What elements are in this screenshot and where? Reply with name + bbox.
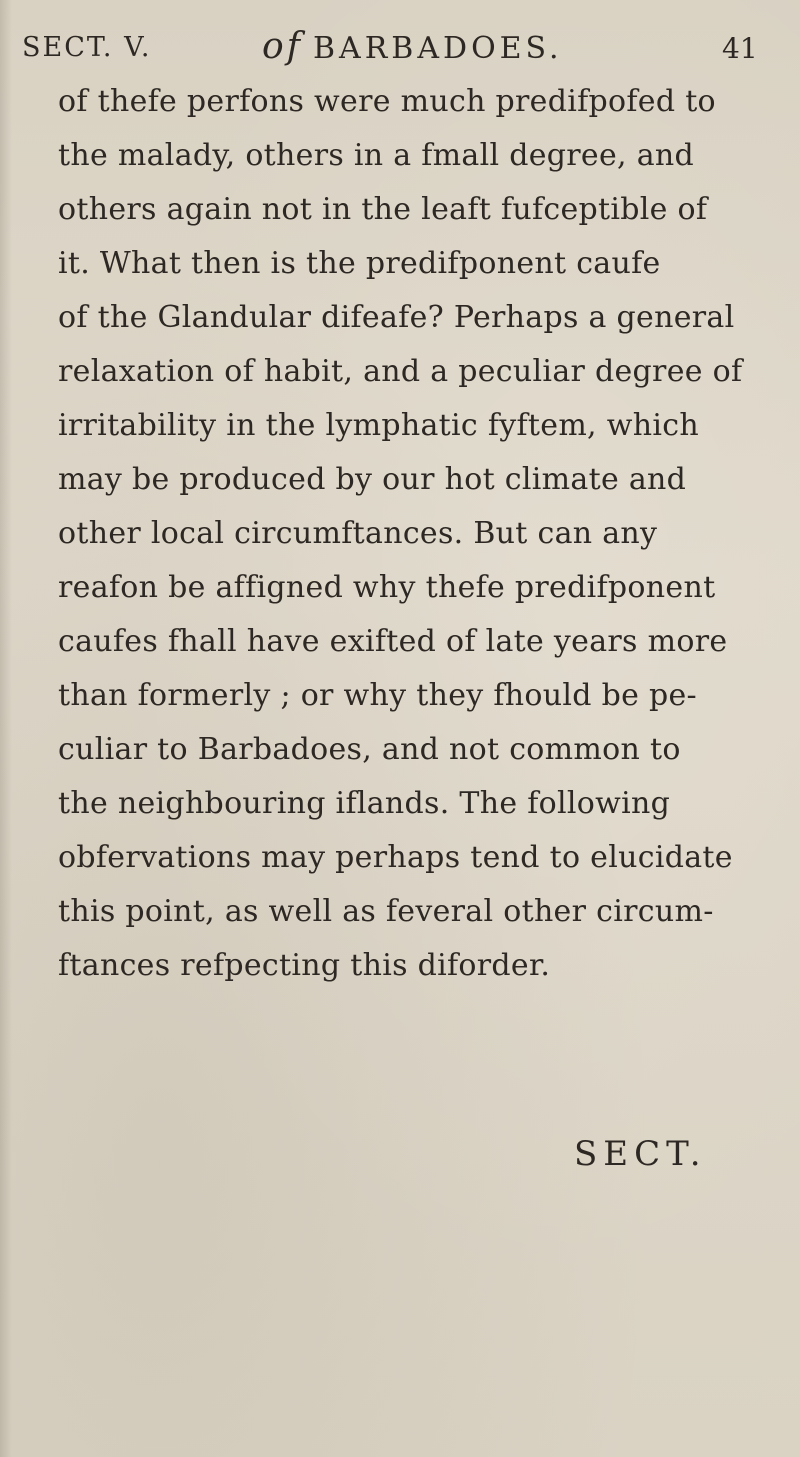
text-line: the malady, others in a fmall degree, and <box>58 138 695 173</box>
text-line: reafon be affigned why thefe predifponent <box>58 570 716 605</box>
text-line: of thefe perfons were much predifpofed to <box>58 84 716 119</box>
text-line: this point, as well as feveral other circum- <box>58 894 714 929</box>
text-line: caufes fhall have exifted of late years more <box>58 624 728 659</box>
running-title-of: of <box>262 26 303 67</box>
text-line: than formerly ; or why they fhould be pe- <box>58 678 697 713</box>
text-line: irritability in the lymphatic fyftem, which <box>58 408 699 443</box>
text-line: it. What then is the predifponent caufe <box>58 246 661 281</box>
text-line: obfervations may perhaps tend to elucidate <box>58 840 733 875</box>
text-line: others again not in the leaft fufceptible of <box>58 192 708 227</box>
running-title <box>262 26 563 67</box>
text-line: ftances refpecting this diforder. <box>58 948 551 983</box>
catchword: SECT. <box>574 1134 707 1174</box>
text-line: of the Glandular difeafe? Perhaps a general <box>58 300 735 335</box>
section-label: SECT. V. <box>22 32 152 63</box>
text-line: other local circumftances. But can any <box>58 516 658 551</box>
text-line: may be produced by our hot climate and <box>58 462 687 497</box>
text-line: culiar to Barbadoes, and not common to <box>58 732 681 767</box>
text-line: relaxation of habit, and a peculiar degree of <box>58 354 743 389</box>
page-number: 41 <box>722 32 758 65</box>
binding-shadow <box>0 0 12 1457</box>
running-title-name: BARBADOES. <box>313 31 563 66</box>
running-head <box>0 26 800 76</box>
text-line: the neighbouring iflands. The following <box>58 786 671 821</box>
